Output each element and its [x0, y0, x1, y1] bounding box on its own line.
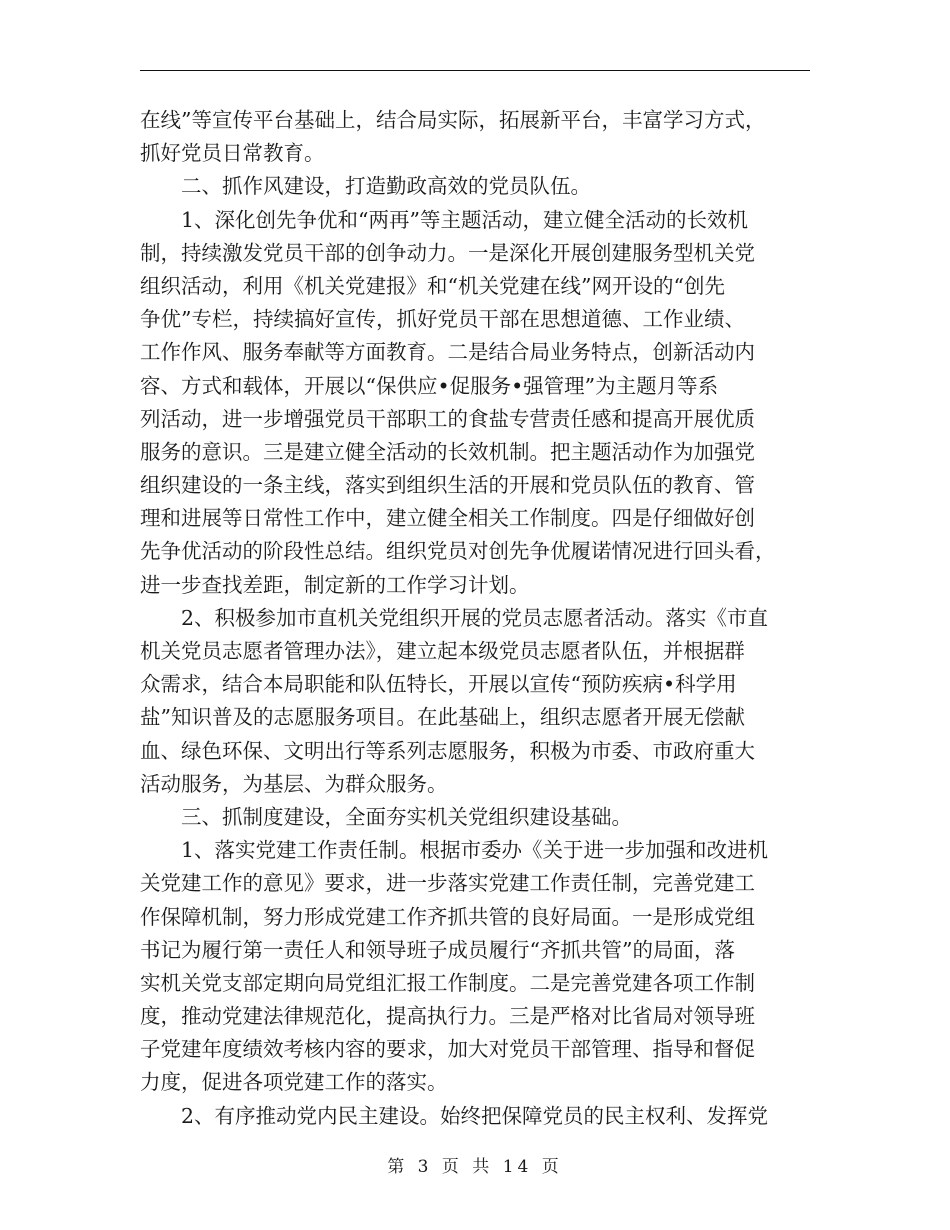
section-heading: 三、抓制度建设，全面夯实机关党组织建设基础。	[181, 804, 632, 829]
text-line: 进一步查找差距，制定新的工作学习计划。	[140, 572, 530, 597]
text-line: 关党建工作的意见》要求，进一步落实党建工作责任制，完善党建工	[140, 871, 755, 896]
text-line: 作保障机制，努力形成党建工作齐抓共管的良好局面。一是形成党组	[140, 904, 755, 929]
text-line: 书记为履行第一责任人和领导班子成员履行“齐抓共管”的局面，落	[140, 937, 735, 962]
text-line: 理和进展等日常性工作中，建立健全相关工作制度。四是仔细做好创	[140, 506, 755, 531]
text-line: 机关党员志愿者管理办法》，建立起本级党员志愿者队伍，并根据群	[140, 639, 745, 663]
paragraph-start: 2、积极参加市直机关党组织开展的党员志愿者活动。落实《市直	[181, 605, 769, 630]
body-text	[140, 104, 810, 1133]
text-line: 子党建年度绩效考核内容的要求，加大对党员干部管理、指导和督促	[140, 1037, 755, 1062]
text-line: 组织建设的一条主线，落实到组织生活的开展和党员队伍的教育、管	[140, 473, 755, 498]
text-line: 服务的意识。三是建立健全活动的长效机制。把主题活动作为加强党	[140, 439, 755, 464]
text-line: 列活动，进一步增强党员干部职工的食盐专营责任感和提高开展优质	[140, 406, 755, 431]
text-line: 工作作风、服务奉献等方面教育。二是结合局业务特点，创新活动内	[140, 340, 755, 365]
text-line: 盐”知识普及的志愿服务项目。在此基础上，组织志愿者开展无偿献	[140, 705, 745, 730]
text-line: 度，推动党建法律规范化，提高执行力。三是严格对比省局对领导班	[140, 1004, 755, 1029]
text-line: 争优”专栏，持续搞好宣传，抓好党员干部在思想道德、工作业绩、	[140, 307, 745, 332]
page-number-footer: 第 3 页 共 14 页	[387, 1157, 563, 1177]
text-line: 活动服务，为基层、为群众服务。	[140, 771, 448, 796]
text-line: 组织活动，利用《机关党建报》和“机关党建在线”网开设的“创先	[140, 273, 725, 298]
text-line: 抓好党员日常教育。	[140, 141, 325, 166]
text-line: 血、绿色环保、文明出行等系列志愿服务，积极为市委、市政府重大	[140, 738, 755, 763]
text-line: 先争优活动的阶段性总结。组织党员对创先争优履诺情况进行回头看，	[140, 539, 776, 564]
text-line: 容、方式和载体，开展以“保供应•促服务•强管理”为主题月等系	[140, 373, 719, 398]
section-heading: 二、抓作风建设，打造勤政高效的党员队伍。	[181, 174, 591, 199]
text-line: 力度，促进各项党建工作的落实。	[140, 1070, 448, 1095]
header-rule	[140, 70, 810, 71]
paragraph-start: 1、深化创先争优和“两再”等主题活动，建立健全活动的长效机	[181, 207, 749, 232]
text-line: 实机关党支部定期向局党组汇报工作制度。二是完善党建各项工作制	[140, 970, 755, 995]
text-line: 制，持续激发党员干部的创争动力。一是深化开展创建服务型机关党	[140, 240, 755, 265]
text-line: 在线”等宣传平台基础上，结合局实际，拓展新平台，丰富学习方式，	[140, 108, 766, 132]
text-line: 众需求，结合本局职能和队伍特长，开展以宣传“预防疾病•科学用	[140, 672, 737, 697]
paragraph-start: 1、落实党建工作责任制。根据市委办《关于进一步加强和改进机	[181, 838, 769, 863]
paragraph-start: 2、有序推动党内民主建设。始终把保障党员的民主权利、发挥党	[181, 1103, 769, 1128]
